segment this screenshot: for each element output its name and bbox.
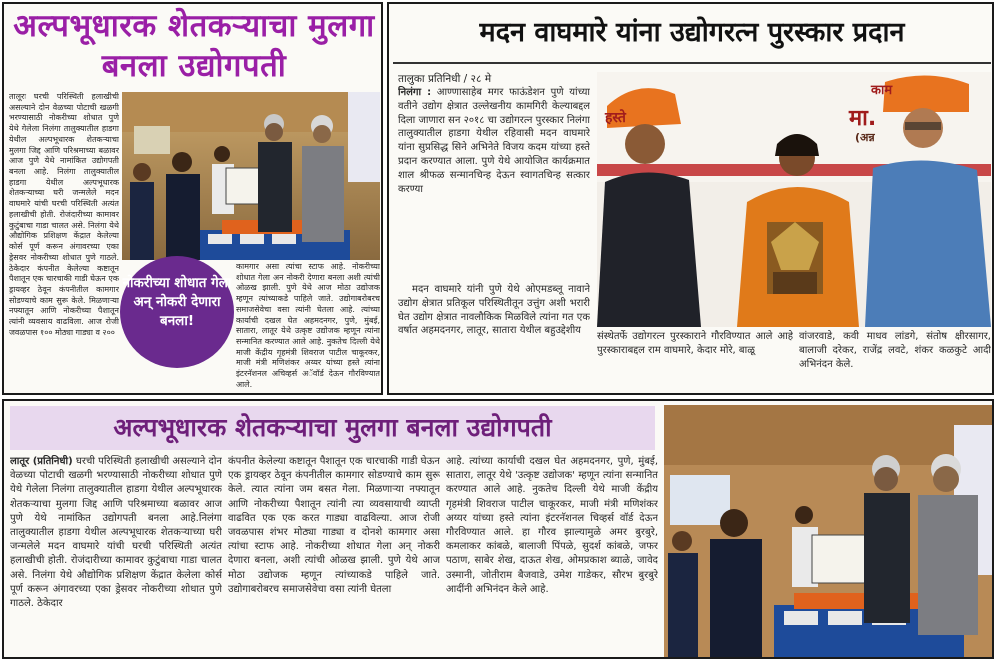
clipping-2-headline: मदन वाघमारे यांना उद्योगरत्न पुरस्कार प्रदान — [393, 8, 991, 64]
clipping-3-place-label: लातूर (प्रतिनिधी) — [10, 456, 73, 467]
photo-banner-text-top: काम — [871, 83, 893, 98]
photo-banner-text-left: हस्ते — [605, 110, 626, 126]
award-ceremony-photo-3 — [664, 405, 992, 657]
photo-banner-caption: (अन्न — [855, 131, 875, 144]
clipping-3-column-3: आहे. त्यांच्या कार्याची दखल घेत अहमदनगर, पुणे, मुंबई, सातारा, लातूर येथे 'उत्कृष्ट उद्योजक' म्हणून त्यांना सन्मानित करण्यात आले आहे. नुकतेच दिल्ली येथे माजी केंद्रीय गृहमंत्री शिवराज पाटील चाकूरकर, माजी मंत्री मणिशंकर अय्यर यांच्या हस्ते त्यांना इंटरनॅशनल चिव्हर्स वॉर्ड देऊन गौरविण्यात आले. हा गौरव झाल्यामुळे अमर बुरबुरे, कमलाकर कांबळे, बालाजी पिंपळे, सुदर्श कांबळे, जफर पठाण, साबेर शेख, दाऊत शेख, ओमप्रकाश ब्याळे, जावेद उस्मानी, जोतीराम बैजवाडे, उमेश गाडेकर, सौरभ बुरबुरे आदींनी अभिनंदन केले आहे. — [446, 456, 658, 595]
clipping-1-body-left: तालूरः घरची परिस्थिती हलाखीची असल्याने दोन वेळच्या पोटाची खळगी भरण्यासाठी नोकरीच्या शोधात पुणे येथे गेलेला निलंगा तालुक्यातील हाडगा येथील अल्पभूधारक शेतकऱ्याचा मुलगा जिद्द आणि परिश्रमाच्या बळावर आज पुणे येथे नामांकित उद्योगपती बनला आहे. निलंगा तालुक्यातील हाडगा येथील अल्पभूधारक शेतकऱ्याच्या घरी जन्मलेले मदन वाघमारे यांची घरची परिस्थिती अत्यंत हलाखीची होती. रोजंदारीच्या कामावर कुटुंबाचा गाडा चालत असे. निलंगा येथे औद्योगिक प्रशिक्षण केंद्रात केलेल्या कोर्स पूर्ण करून अंगावरच्या एका ड्रेसवर नोकरीच्या शोधात पुणे गाठले. ठेकेदार कंपनीत केलेल्या कष्टातून पैशातून एक चारचाकी गाडी घेऊन एक ड्रायव्हर ठेवून कंपनीतील कामगार सोडण्याचे काम सुरू केले. मिळणाऱ्या नफ्यातून आणि नोकरीच्या पैशातून त्यांनी व्यवसाय वाढविला. आज रोजी जवळपास १०० मोठ्या गाड्या व २०० — [9, 92, 119, 337]
news-clipping-1 — [2, 2, 383, 395]
clipping-2-column-2: संस्थेतर्फे उद्योगरत्न पुरस्काराने गौरविण्यात आले आहे पुरस्काराबद्दल राम वाघमारे, केदार मोरे, बाळू — [597, 331, 793, 356]
clipping-3-column-1 — [10, 455, 222, 657]
news-clipping-2 — [387, 2, 994, 395]
news-clipping-3 — [2, 399, 994, 659]
award-ceremony-photo-2 — [597, 72, 991, 327]
clipping-1-quote-badge: नोकरीच्या शोधात गेला अन् नोकरी देणारा बनला! — [120, 256, 234, 368]
clipping-2-second-paragraph: मदन वाघमारे यांनी पुणे येथे ओएमडब्लू नावाने उद्योग क्षेत्रात प्रतिकूल परिस्थितीतून उत्तुंग अशी भरारी घेत उद्योग क्षेत्रात नावलौकिक मिळविले त्यांना गत एक वर्षात अहमदनगर, लातूर, सातारा येथील बहुउद्देशीय — [398, 284, 590, 337]
clipping-2-dateline: तालुका प्रतिनिधी / २८ मे — [398, 73, 492, 85]
clipping-3-column-2: कंपनीत केलेल्या कष्टातून पैशातून एक चारचाकी गाडी घेऊन एक ड्रायव्हर ठेवून कंपनीतील कामगार सोडण्याचे काम सुरू केले. त्यात त्यांना जम बसत गेला. मिळणाऱ्या नफ्यातून आणि नोकरीच्या पैशातून त्यांनी त्या व्यवसायाची व्याप्ती वाढवित एक एक करत गाड्या वाढविल्या. आज रोजी जवळपास शंभर मोठ्या गाड्या व दोनशे कामगार असा त्यांचा स्टाफ आहे. नोकरीच्या शोधात गेला अन् नोकरी देणारा बनला, अशी त्यांची ओळख झाली. पुणे येथे आज मोठा उद्योजक म्हणून त्यांच्याकडे पाहिले जाते. उद्योगाबरोबरच समाजसेवेचा वसा त्यांनी घेतला — [228, 456, 440, 595]
clipping-1-headline: अल्पभूधारक शेतकऱ्याचा मुलगा बनला उद्योगपती — [13, 8, 375, 84]
clipping-2-column-3: वांजरवाडे, कवी माधव लांडगे, संतोष क्षीरसागर, बालाजी दरेकर, राजेंद्र लवटे, शंकर कळकुटे आदी अभिनंदन केले. — [799, 331, 991, 370]
clipping-2-place-label: निलंगा : — [398, 87, 432, 98]
photo-banner-text-mid: मा. — [849, 106, 877, 131]
clipping-3-headline: अल्पभूधारक शेतकऱ्याचा मुलगा बनला उद्योगपती — [10, 406, 655, 450]
clipping-1-body-right: कामगार असा त्यांचा स्टाफ आहे. नोकरीच्या शोधात गेला अन नोकरी देणारा बनला अशी त्यांची ओळख झाली. पुणे येथे आज मोठा उद्योजक म्हणून त्यांच्याकडे पाहिले जाते. उद्योगाबरोबरच समाजसेवेचा वसा त्यांनी घेतला आहे. त्यांच्या कार्याची दखल घेत अहमदनगर, पुणे, मुंबई, सातारा, लातूर येथे उत्कृष्ट उद्योजक म्हणून त्यांना सन्मानित करण्यात आले आहे. नुकतेच दिल्ली येथे माजी केंद्रीय गृहमंत्री शिवराज पाटील चाकूरकर, माजी मंत्री मणिशंकर अय्यर यांच्या हस्ते त्यांना इंटरनॅशनल अचिव्हर्स अॅवॉर्ड देऊन गौरविण्यात आले. — [236, 262, 380, 389]
clipping-2-lead-paragraph — [398, 86, 590, 281]
clipping-2-lead-text: आण्णासाहेब मगर फाऊंडेशन पुणे यांच्या वतीने उद्योग क्षेत्रात उल्लेखनीय कामगिरी केल्याबद्दल दिला जाणारा सन २०१८ चा उद्योगरत्न पुरस्कार निलंगा तालुक्यातील हाडगा येथील रहिवासी मदन वाघमारे यांना सुप्रसिद्ध सिने अभिनेते विजय कदम यांच्या हस्ते प्रदान करण्यात आला. पुणे येथे आयोजित कार्यक्रमात शाल श्रीफळ सन्मानचिन्ह देऊन स्वागतचिन्ह सत्कार करण्या — [398, 87, 590, 195]
clipping-3-column-1-text: घरची परिस्थिती हलाखीची असल्याने दोन वेळच्या पोटाची खळगी भरण्यासाठी नोकरीच्या शोधात पुणे येथे गेलेला निलंगा तालुक्यातील हाडगा येथील अल्पभूधारक शेतकऱ्याचा मुलगा जिद्द आणि परिश्रमाच्या बळावर आज पुणे येथे नामांकित उद्योगपती बनला आहे.निलंगा तालुक्यातील हाडगा येथील अल्पभूधारक शेतकऱ्याच्या घरी जन्मलेले मदन वाघमारे यांची घरची परिस्थिती अत्यंत हलाखीची होती. रोजंदारीच्या कामावर कुटुंबाचा गाडा चालत असे. निलंगा येथे औद्योगिक प्रशिक्षण केंद्रात केलेला कोर्स पूर्ण करून अंगावरच्या एका ड्रेसवर नोकरीच्या शोधात पुणे गाठले. ठेकेदार — [10, 456, 222, 609]
award-ceremony-photo-1 — [122, 92, 380, 260]
